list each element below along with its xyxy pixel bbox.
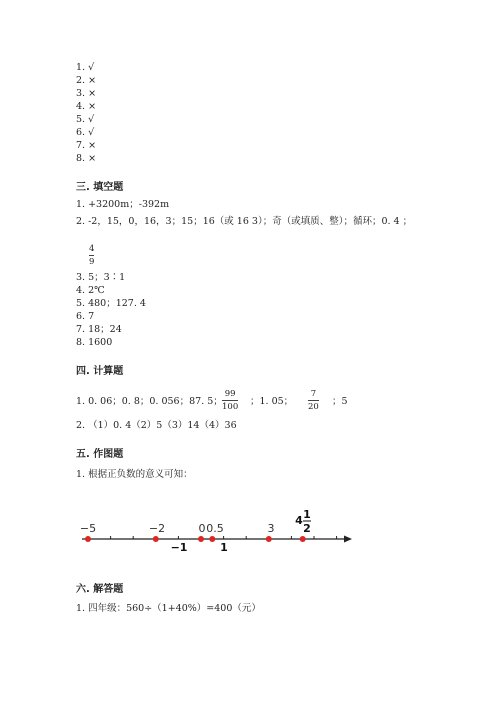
number-line-point: [300, 536, 306, 542]
fraction-numerator: 7: [310, 389, 317, 399]
judge-answer-7: 7. ×: [76, 140, 97, 151]
fraction-numerator: 99: [224, 389, 236, 399]
judge-answer-3: 3. ×: [76, 88, 97, 99]
fraction-denominator: 9: [89, 257, 95, 267]
label-one: 1: [220, 541, 228, 554]
fraction-denominator: 100: [222, 402, 239, 412]
solution-answer-1: 1. 四年级：560÷（1+40%）=400（元）: [76, 603, 261, 614]
calc-answer-1-part-a: 1. 0. 06；0. 8；0. 056；87. 5；: [76, 396, 223, 407]
number-line-point: [198, 536, 204, 542]
fill-answer-8: 8. 1600: [76, 337, 113, 348]
label-minus-1: −1: [170, 541, 188, 554]
label-minus-2: −2: [148, 522, 166, 535]
judge-answer-6: 6. √: [76, 127, 95, 138]
number-line-point: [209, 536, 215, 542]
label-three: 3: [267, 522, 275, 535]
label-zero: 0: [198, 522, 206, 535]
section-drawing-title: 五. 作图题: [76, 449, 124, 460]
label-mixed-whole: 4: [295, 514, 303, 527]
section-calculation-title: 四. 计算题: [76, 366, 124, 377]
label-zero-point-five: 0.5: [206, 522, 224, 535]
judge-answer-5: 5. √: [76, 114, 95, 125]
calc-answer-1-part-b: ；1. 05；: [250, 396, 294, 407]
fill-answer-3: 3. 5；3∶1: [76, 272, 126, 283]
label-mixed-numerator: 1: [303, 508, 311, 521]
judge-answer-2: 2. ×: [76, 75, 97, 86]
fill-answer-2: 2. -2，15，0，16，3；15；16（或 16 3）；奇（或填质、整）；循环；0. 4 ；: [76, 216, 413, 227]
fraction-numerator: 4: [89, 244, 95, 254]
section-fill-blank-title: 三. 填空题: [76, 182, 124, 193]
fill-answer-5: 5. 480；127. 4: [76, 298, 146, 309]
label-minus-5: −5: [79, 522, 97, 535]
calc-answer-2: 2. （1）0. 4（2）5（3）14（4）36: [76, 420, 237, 431]
fill-answer-6: 6. 7: [76, 311, 95, 322]
fill-answer-7: 7. 18；24: [76, 324, 122, 335]
number-line-point: [153, 536, 159, 542]
judge-answer-1: 1. √: [76, 62, 95, 73]
calc-answer-1-part-c: ；5: [332, 396, 348, 407]
judge-answer-4: 4. ×: [76, 101, 97, 112]
fill-answer-1: 1. +3200m；-392m: [76, 199, 170, 210]
judge-answer-8: 8. ×: [76, 153, 97, 164]
drawing-answer-1: 1. 根据正负数的意义可知：: [76, 469, 193, 480]
fraction-denominator: 20: [308, 402, 319, 412]
section-solution-title: 六. 解答题: [76, 584, 124, 595]
number-line-point: [266, 536, 272, 542]
fill-answer-4: 4. 2℃: [76, 285, 105, 296]
number-line-point: [85, 536, 91, 542]
number-line-arrow: [344, 536, 352, 543]
label-mixed-denominator: 2: [303, 522, 311, 535]
